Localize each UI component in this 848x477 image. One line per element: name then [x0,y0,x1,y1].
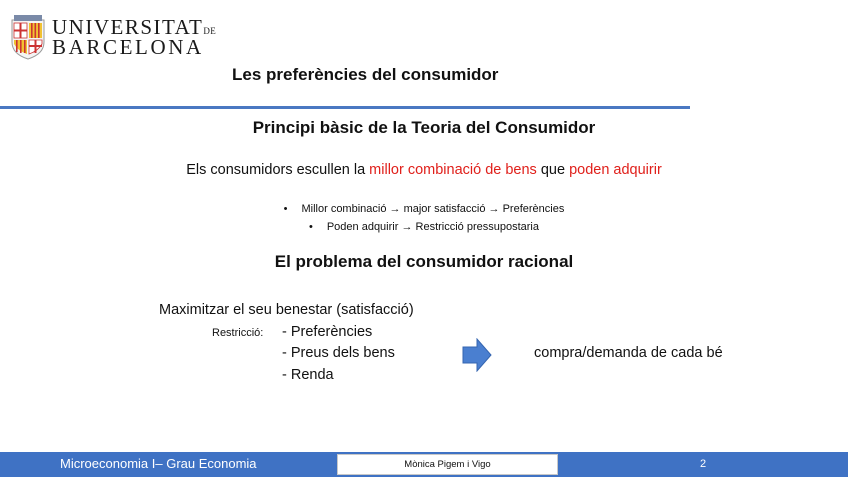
bullet-dot-icon: • [283,203,288,215]
page-number: 2 [700,458,707,470]
footer-author: Mònica Pigem i Vigo [337,454,558,475]
bullet-list [0,200,848,236]
restriction-label: Restricció: [212,327,264,339]
footer-course: Microeconomia I– Grau Economia [60,456,257,471]
result-text: compra/demanda de cada bé [534,345,723,361]
bullet-dot-icon: • [308,221,313,233]
section-heading-problem: El problema del consumidor racional [274,252,574,271]
right-arrow-icon [462,338,492,372]
principle-text-2: que [536,162,570,178]
maximize-statement: Maximitzar el seu benestar (satisfacció) [159,302,414,318]
title-divider [0,106,690,109]
principle-highlight-1: millor combinació de bens [369,162,537,178]
bullet-item: • Millor combinació → major satisfacció → Preferències [283,203,565,215]
principle-highlight-2: poden adquirir [569,162,662,178]
bullet-item: • Poden adquirir → Restricció pressupostaria [308,221,539,233]
section-heading-principle: Principi bàsic de la Teoria del Consumidor [252,118,596,137]
slide-title: Les preferències del consumidor [232,65,499,84]
restriction-item: - Preferències [282,324,373,340]
university-name-line2: BARCELONA [52,35,204,59]
university-shield-logo-icon [10,14,46,60]
restriction-item: - Preus dels bens [282,345,395,361]
principle-text-1: Els consumidors escullen la [186,162,370,178]
restriction-item: - Renda [282,367,334,383]
principle-statement [0,162,848,178]
university-name-line1: UNIVERSITATDE [52,15,217,39]
university-name-de: DE [203,26,217,36]
